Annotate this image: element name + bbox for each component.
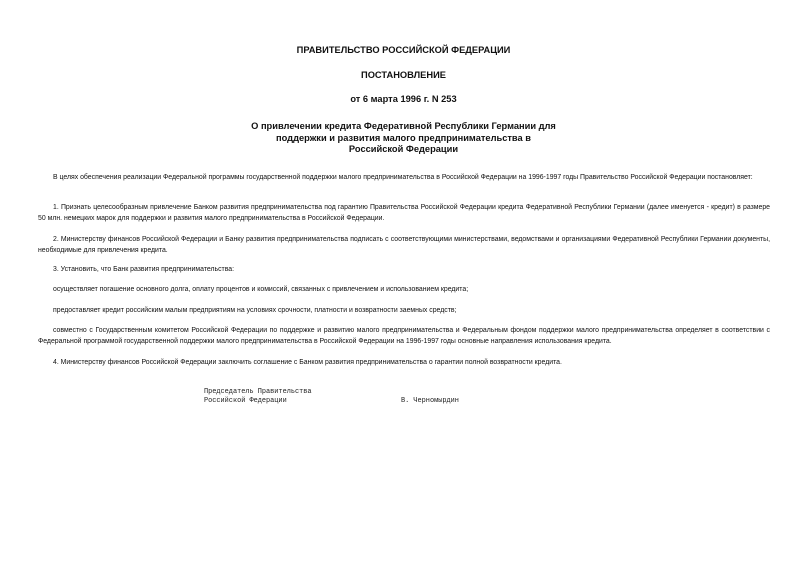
title-line-1: О привлечении кредита Федеративной Республики Германии для — [251, 121, 556, 131]
intro-paragraph: В целях обеспечения реализации Федеральной программы государственной поддержки малого предпринимательства в Российской Федерации на 1996-1997 годы Правительство Российской Федерации постановляет: — [53, 174, 753, 181]
paragraph-4: 4. Министерству финансов Российской Федерации заключить соглашение с Банком развития предпринимательства о гарантии полной возвратности кредита. — [53, 359, 562, 366]
government-heading: ПРАВИТЕЛЬСТВО РОССИЙСКОЙ ФЕДЕРАЦИИ — [296, 45, 511, 55]
title-line-3: Российской Федерации — [348, 144, 459, 154]
title-line-2: поддержки и развития малого предпринимательства в — [276, 132, 531, 143]
paragraph-3: 3. Установить, что Банк развития предпринимательства: — [53, 266, 235, 273]
paragraph-1: 1. Признать целесообразным привлечение Банком развития предпринимательства под гарантию Правительства Российской Федерации кредита Федеративной Республики Германии (далее именуется - кредит) в размере 50 млн. немецких марок для поддержки и развития малого предпринимательства в Российской Федерации. — [38, 204, 770, 222]
signatory-name: В. Черномырдин — [401, 397, 459, 405]
document-date-number: от 6 марта 1996 г. N 253 — [350, 94, 457, 104]
signatory-position-line-2: Российской Федерации — [204, 397, 287, 405]
paragraph-2: 2. Министерству финансов Российской Федерации и Банку развития предпринимательства подписать с соответствующими министерствами, ведомствами и организациями Федеративной Республики Германии документы, необходимые для привлечения кредита. — [38, 236, 770, 254]
paragraph-3b: предоставляет кредит российским малым предприятиям на условиях срочности, платности и возвратности заемных средств; — [53, 307, 457, 314]
paragraph-3a: осуществляет погашение основного долга, оплату процентов и комиссий, связанных с привлечением и использованием кредита; — [53, 286, 469, 293]
signatory-position-line-1: Председатель Правительства — [204, 388, 312, 396]
document-type-heading: ПОСТАНОВЛЕНИЕ — [361, 70, 446, 80]
document-title — [0, 121, 807, 156]
paragraph-3c: совместно с Государственным комитетом Российской Федерации по поддержке и развитию малого предпринимательства и Федеральным фондом поддержки малого предпринимательства определяет в соответствии с Федеральной программой государственной поддержки малого предпринимательства в Российской Федерации на 1996-1997 годы основные направления использования кредита. — [38, 327, 770, 345]
